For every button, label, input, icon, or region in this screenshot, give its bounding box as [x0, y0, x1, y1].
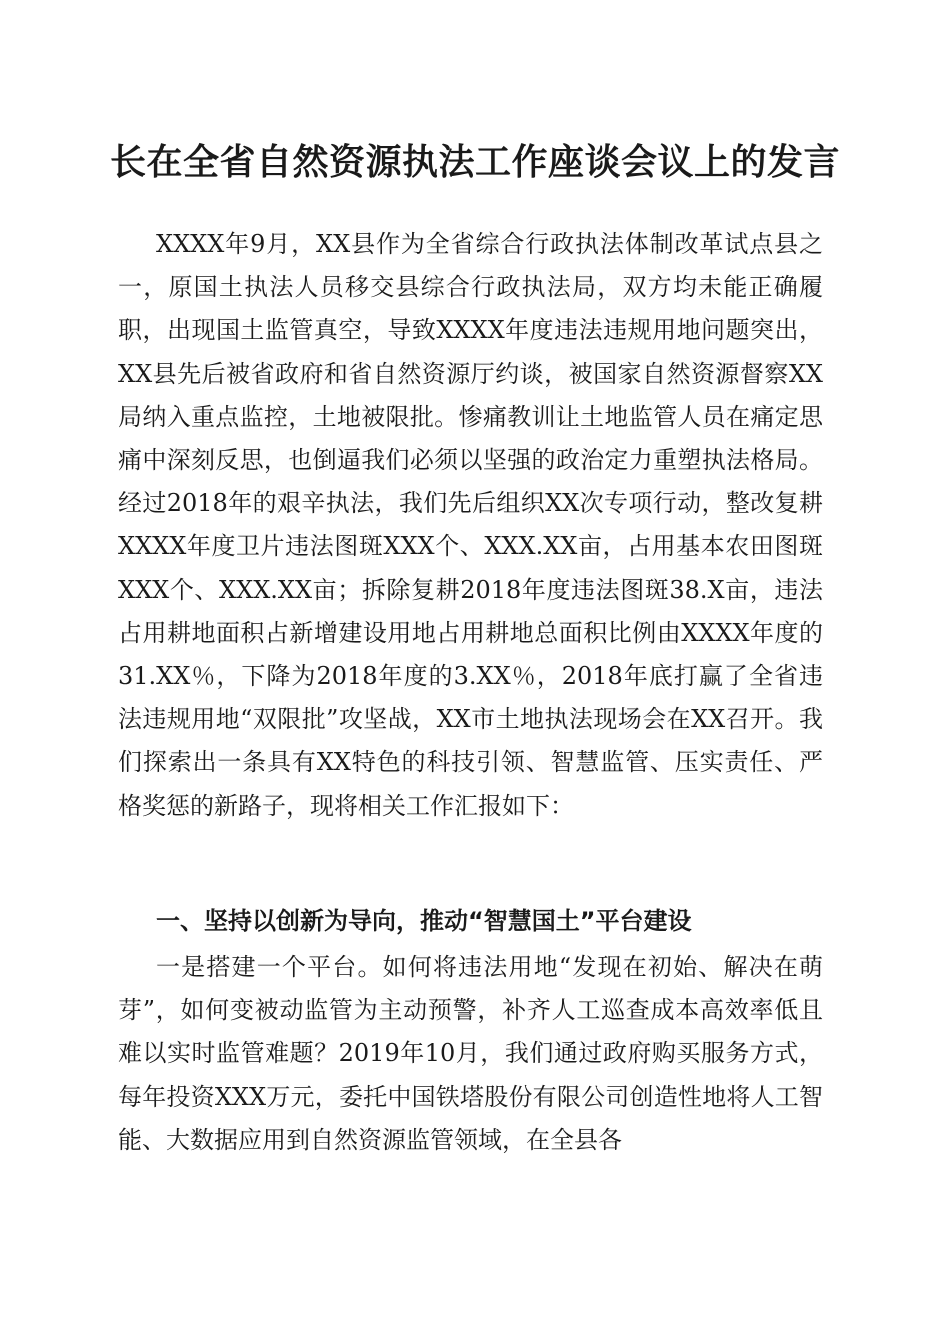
- document-title: 长在全省自然资源执法工作座谈会议上的发言: [109, 141, 840, 183]
- paragraph-platform: [118, 946, 823, 1162]
- section-heading-1: 一、坚持以创新为导向，推动“智慧国土”平台建设: [156, 907, 692, 935]
- paragraph-lead: 一是搭建一个平台。: [156, 953, 383, 981]
- paragraph-body: 如何将违法用地“发现在初始、解决在萌芽”，如何变被动监管为主动预警，补齐人工巡查成本高效率低且难以实时监管难题？2019年10月，我们通过政府购买服务方式，每年投资XXX万元，委托中国铁塔股份有限公司创造性地将人工智能、大数据应用到自然资源监管领域，在全县各: [118, 953, 823, 1154]
- paragraph-intro: XXXX年9月，XX县作为全省综合行政执法体制改革试点县之一，原国土执法人员移交县综合行政执法局，双方均未能正确履职，出现国土监管真空，导致XXXX年度违法违规用地问题突出，XX县先后被省政府和省自然资源厅约谈，被国家自然资源督察XX局纳入重点监控，土地被限批。惨痛教训让土地监管人员在痛定思痛中深刻反思，也倒逼我们必须以坚强的政治定力重塑执法格局。经过2018年的艰辛执法，我们先后组织XX次专项行动，整改复耕XXXX年度卫片违法图斑XXX个、XXX.XX亩，占用基本农田图斑XXX个、XXX.XX亩；拆除复耕2018年度违法图斑38.X亩，违法占用耕地面积占新增建设用地占用耕地总面积比例由XXXX年度的31.XX％，下降为2018年度的3.XX％，2018年底打赢了全省违法违规用地“双限批”攻坚战，XX市土地执法现场会在XX召开。我们探索出一条具有XX特色的科技引领、智慧监管、压实责任、严格奖惩的新路子，现将相关工作汇报如下：: [118, 230, 823, 820]
